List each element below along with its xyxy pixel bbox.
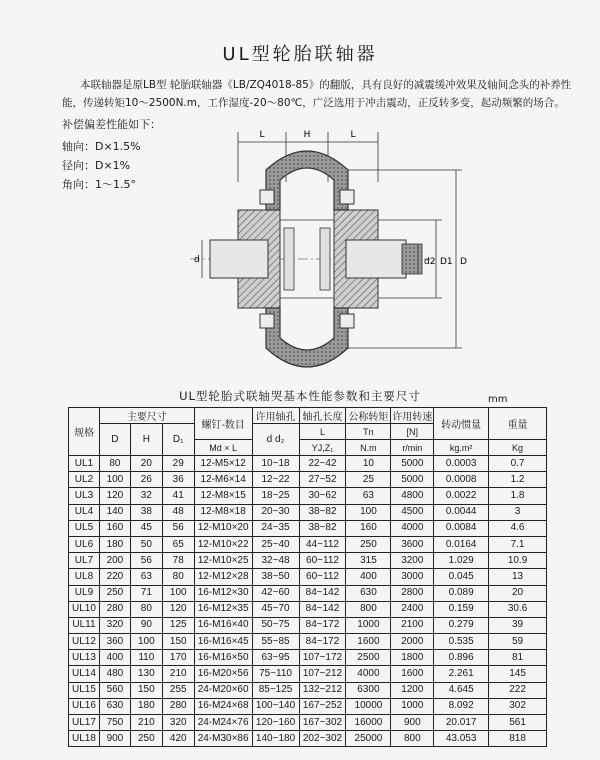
- bolt-lower-right: [340, 314, 354, 328]
- table-cell: 900: [99, 731, 130, 747]
- table-cell: 10000: [346, 698, 391, 714]
- page-title: UL型轮胎联轴器: [222, 44, 378, 65]
- table-cell: 4500: [391, 504, 434, 520]
- table-cell: 120: [162, 601, 194, 617]
- table-cell: 20: [130, 456, 162, 472]
- table-cell: 78: [162, 553, 194, 569]
- table-cell: 12-M6×14: [194, 472, 252, 488]
- table-cell: 2800: [391, 585, 434, 601]
- table-cell: 12-M10×20: [194, 520, 252, 536]
- table-cell: 20~30: [252, 504, 299, 520]
- model-cell: UL3: [69, 488, 100, 504]
- table-cell: 12-M12×28: [194, 569, 252, 585]
- table-cell: 900: [391, 715, 434, 731]
- table-cell: 110: [130, 650, 162, 666]
- header-shaft-len-sub1: L: [299, 424, 346, 440]
- table-cell: 4.645: [434, 682, 489, 698]
- table-cell: 20: [489, 585, 547, 601]
- table-cell: 150: [130, 682, 162, 698]
- model-cell: UL14: [69, 666, 100, 682]
- tyre-lower: [266, 308, 348, 367]
- model-cell: UL7: [69, 553, 100, 569]
- table-cell: 20.017: [434, 715, 489, 731]
- table-row: [69, 650, 547, 666]
- table-cell: 56: [130, 553, 162, 569]
- table-cell: 100: [130, 634, 162, 650]
- header-shaft-len: 轴孔长度: [299, 408, 346, 424]
- table-row: [69, 698, 547, 714]
- unit-label: mm: [488, 394, 508, 405]
- table-cell: 81: [489, 650, 547, 666]
- header-speed: 许用转速: [391, 408, 434, 424]
- table-cell: 38~82: [299, 520, 346, 536]
- table-cell: 818: [489, 731, 547, 747]
- table-cell: 43.053: [434, 731, 489, 747]
- table-cell: 480: [99, 666, 130, 682]
- table-cell: 26: [130, 472, 162, 488]
- table-cell: 25~40: [252, 536, 299, 552]
- table-row: [69, 715, 547, 731]
- table-cell: 30.6: [489, 601, 547, 617]
- table-cell: 16-M16×45: [194, 634, 252, 650]
- table-cell: 8.092: [434, 698, 489, 714]
- intro-line-2: 能，传递转矩10～2500N.m，工作湿度-20～80℃，广泛选用于冲击震动，正反转多变，起动频繁的场合。: [62, 97, 565, 109]
- table-row: [69, 569, 547, 585]
- header-weight-sub: Kg: [489, 440, 547, 456]
- right-shaft-key: [402, 244, 422, 274]
- header-model: 规格: [69, 408, 100, 456]
- table-cell: 12-M10×22: [194, 536, 252, 552]
- table-row: [69, 634, 547, 650]
- model-cell: UL4: [69, 504, 100, 520]
- table-cell: 4.6: [489, 520, 547, 536]
- table-cell: 48: [162, 504, 194, 520]
- model-cell: UL2: [69, 472, 100, 488]
- table-cell: 16-M12×30: [194, 585, 252, 601]
- table-cell: 210: [162, 666, 194, 682]
- header-torque: 公称转矩: [346, 408, 391, 424]
- table-cell: 3000: [391, 569, 434, 585]
- bolt-lower-left: [260, 314, 274, 328]
- table-cell: 107~212: [299, 666, 346, 682]
- table-cell: 71: [130, 585, 162, 601]
- table-cell: 36: [162, 472, 194, 488]
- compensation-heading: 补偿偏差性能如下：: [62, 118, 161, 131]
- bolt-upper-right: [340, 190, 354, 204]
- table-cell: 360: [99, 634, 130, 650]
- dim-label-d: d: [194, 255, 200, 265]
- header-speed-sub2: r/min: [391, 440, 434, 456]
- table-cell: 24-M24×76: [194, 715, 252, 731]
- tyre-upper: [266, 151, 348, 210]
- bolt-upper-left: [260, 190, 274, 204]
- model-cell: UL11: [69, 617, 100, 633]
- table-row: [69, 536, 547, 552]
- table-cell: 180: [99, 536, 130, 552]
- model-cell: UL15: [69, 682, 100, 698]
- table-cell: 6300: [346, 682, 391, 698]
- intro-text: [62, 76, 582, 112]
- coupling-drawing: [180, 122, 480, 377]
- table-cell: 63~95: [252, 650, 299, 666]
- table-cell: 1600: [391, 666, 434, 682]
- table-cell: 800: [391, 731, 434, 747]
- model-cell: UL10: [69, 601, 100, 617]
- model-cell: UL16: [69, 698, 100, 714]
- header-main-dims: 主要尺寸: [99, 408, 194, 424]
- table-cell: 1.029: [434, 553, 489, 569]
- model-cell: UL12: [69, 634, 100, 650]
- table-cell: 160: [346, 520, 391, 536]
- table-cell: 167~252: [299, 698, 346, 714]
- table-cell: 41: [162, 488, 194, 504]
- table-cell: 255: [162, 682, 194, 698]
- table-cell: 12-M5×12: [194, 456, 252, 472]
- table-cell: 42~60: [252, 585, 299, 601]
- table-cell: 0.159: [434, 601, 489, 617]
- model-cell: UL17: [69, 715, 100, 731]
- table-cell: 38~82: [299, 504, 346, 520]
- table-cell: 0.535: [434, 634, 489, 650]
- table-cell: 2000: [391, 634, 434, 650]
- table-cell: 55~85: [252, 634, 299, 650]
- table-cell: 16-M12×35: [194, 601, 252, 617]
- right-shaft: [346, 240, 406, 278]
- table-cell: 1800: [391, 650, 434, 666]
- table-cell: 24-M30×86: [194, 731, 252, 747]
- table-cell: 200: [99, 553, 130, 569]
- table-cell: 120~160: [252, 715, 299, 731]
- dim-label-H: H: [303, 130, 311, 140]
- table-row: [69, 504, 547, 520]
- table-cell: 29: [162, 456, 194, 472]
- table-cell: 32~48: [252, 553, 299, 569]
- table-cell: 80: [99, 456, 130, 472]
- table-cell: 1.8: [489, 488, 547, 504]
- table-cell: 170: [162, 650, 194, 666]
- header-H: H: [130, 424, 162, 456]
- table-caption: UL型轮胎式联轴哭基本性能参数和主要尺寸: [179, 389, 421, 403]
- angular-compensation: 角向：1～1.5°: [62, 178, 136, 191]
- model-cell: UL6: [69, 536, 100, 552]
- table-row: [69, 456, 547, 472]
- table-cell: 25000: [346, 731, 391, 747]
- table-cell: 24-M20×60: [194, 682, 252, 698]
- table-cell: 315: [346, 553, 391, 569]
- table-cell: 1.2: [489, 472, 547, 488]
- table-row: [69, 520, 547, 536]
- table-cell: 100~140: [252, 698, 299, 714]
- table-cell: 45: [130, 520, 162, 536]
- table-cell: 250: [346, 536, 391, 552]
- table-cell: 84~172: [299, 634, 346, 650]
- table-cell: 63: [346, 488, 391, 504]
- table-cell: 0.0008: [434, 472, 489, 488]
- table-cell: 250: [130, 731, 162, 747]
- table-cell: 100: [346, 504, 391, 520]
- table-cell: 60~112: [299, 569, 346, 585]
- table-row: [69, 682, 547, 698]
- model-cell: UL9: [69, 585, 100, 601]
- table-cell: 140: [99, 504, 130, 520]
- dim-label-D1: D1: [440, 257, 453, 267]
- table-cell: 16-M24×68: [194, 698, 252, 714]
- table-cell: 16-M16×50: [194, 650, 252, 666]
- table-cell: 222: [489, 682, 547, 698]
- table-cell: 630: [346, 585, 391, 601]
- table-cell: 145: [489, 666, 547, 682]
- table-cell: 0.0044: [434, 504, 489, 520]
- table-cell: 1000: [346, 617, 391, 633]
- table-cell: 2100: [391, 617, 434, 633]
- table-cell: 38~50: [252, 569, 299, 585]
- table-cell: 0.7: [489, 456, 547, 472]
- table-cell: 210: [130, 715, 162, 731]
- table-cell: 107~172: [299, 650, 346, 666]
- model-cell: UL5: [69, 520, 100, 536]
- dim-label-L-left: L: [259, 130, 265, 140]
- table-cell: 25: [346, 472, 391, 488]
- table-cell: 125: [162, 617, 194, 633]
- table-cell: 84~172: [299, 617, 346, 633]
- table-cell: 59: [489, 634, 547, 650]
- table-cell: 2400: [391, 601, 434, 617]
- table-cell: 420: [162, 731, 194, 747]
- axial-compensation: 轴向：D×1.5%: [62, 140, 141, 153]
- table-cell: 561: [489, 715, 547, 731]
- table-cell: 50: [130, 536, 162, 552]
- table-cell: 250: [99, 585, 130, 601]
- table-cell: 3200: [391, 553, 434, 569]
- table-row: [69, 666, 547, 682]
- header-speed-sub1: [N]: [391, 424, 434, 440]
- header-inertia-sub: kg.m²: [434, 440, 489, 456]
- table-cell: 4800: [391, 488, 434, 504]
- table-cell: 10: [346, 456, 391, 472]
- table-cell: 90: [130, 617, 162, 633]
- model-cell: UL18: [69, 731, 100, 747]
- table-cell: 12-M8×18: [194, 504, 252, 520]
- table-cell: 202~302: [299, 731, 346, 747]
- spec-table: [68, 407, 547, 747]
- model-cell: UL13: [69, 650, 100, 666]
- dim-label-D: D: [460, 257, 467, 267]
- table-cell: 302: [489, 698, 547, 714]
- table-cell: 38: [130, 504, 162, 520]
- table-cell: 22~42: [299, 456, 346, 472]
- table-cell: 150: [162, 634, 194, 650]
- table-cell: 2.261: [434, 666, 489, 682]
- header-bore-sub: d d₂: [252, 424, 299, 456]
- table-cell: 0.089: [434, 585, 489, 601]
- table-cell: 1200: [391, 682, 434, 698]
- table-cell: 18~25: [252, 488, 299, 504]
- table-cell: 80: [162, 569, 194, 585]
- table-cell: 560: [99, 682, 130, 698]
- table-cell: 10.9: [489, 553, 547, 569]
- table-row: [69, 617, 547, 633]
- header-torque-sub2: N.m: [346, 440, 391, 456]
- header-bolt: 螺钉-数目: [194, 408, 252, 440]
- table-cell: 12-M8×15: [194, 488, 252, 504]
- left-shaft: [210, 240, 268, 278]
- table-cell: 50~75: [252, 617, 299, 633]
- table-cell: 84~142: [299, 585, 346, 601]
- table-cell: 320: [99, 617, 130, 633]
- table-cell: 39: [489, 617, 547, 633]
- table-cell: 100: [99, 472, 130, 488]
- header-shaft-len-sub2: YJ,Z₁: [299, 440, 346, 456]
- table-cell: 167~302: [299, 715, 346, 731]
- table-cell: 160: [99, 520, 130, 536]
- table-cell: 75~110: [252, 666, 299, 682]
- table-cell: 30~62: [299, 488, 346, 504]
- table-cell: 65: [162, 536, 194, 552]
- table-cell: 280: [162, 698, 194, 714]
- table-cell: 400: [346, 569, 391, 585]
- radial-compensation: 径向：D×1%: [62, 159, 131, 172]
- table-cell: 56: [162, 520, 194, 536]
- table-row: [69, 553, 547, 569]
- table-cell: 320: [162, 715, 194, 731]
- table-cell: 130: [130, 666, 162, 682]
- table-cell: 16000: [346, 715, 391, 731]
- table-cell: 12~22: [252, 472, 299, 488]
- table-cell: 0.896: [434, 650, 489, 666]
- header-D: D: [99, 424, 130, 456]
- table-cell: 0.0003: [434, 456, 489, 472]
- table-cell: 16-M20×56: [194, 666, 252, 682]
- table-cell: 24~35: [252, 520, 299, 536]
- table-cell: 85~125: [252, 682, 299, 698]
- table-cell: 3600: [391, 536, 434, 552]
- table-cell: 10~18: [252, 456, 299, 472]
- table-cell: 60~112: [299, 553, 346, 569]
- table-cell: 280: [99, 601, 130, 617]
- table-row: [69, 472, 547, 488]
- table-cell: 140~180: [252, 731, 299, 747]
- model-cell: UL1: [69, 456, 100, 472]
- table-cell: 84~142: [299, 601, 346, 617]
- table-cell: 630: [99, 698, 130, 714]
- header-inertia: 转动惯量: [434, 408, 489, 440]
- table-row: [69, 731, 547, 747]
- header-bore: 许用轴孔: [252, 408, 299, 424]
- header-weight: 重量: [489, 408, 547, 440]
- intro-line-1: 本联轴器是原LB型 轮胎联轴器《LB/ZQ4018-85》的翻版，具有良好的减震缓冲效果及轴间念头的补养性: [80, 79, 572, 91]
- header-torque-sub1: Tn: [346, 424, 391, 440]
- table-cell: 0.0022: [434, 488, 489, 504]
- table-cell: 0.279: [434, 617, 489, 633]
- table-cell: 220: [99, 569, 130, 585]
- table-cell: 63: [130, 569, 162, 585]
- dim-label-d2: d2: [424, 257, 436, 267]
- table-cell: 16-M16×40: [194, 617, 252, 633]
- table-cell: 0.0084: [434, 520, 489, 536]
- table-cell: 0.0164: [434, 536, 489, 552]
- table-cell: 180: [130, 698, 162, 714]
- table-cell: 1000: [391, 698, 434, 714]
- table-cell: 5000: [391, 456, 434, 472]
- table-row: [69, 585, 547, 601]
- header-bolt-sub: Md × L: [194, 440, 252, 456]
- table-cell: 5000: [391, 472, 434, 488]
- table-cell: 800: [346, 601, 391, 617]
- table-cell: 120: [99, 488, 130, 504]
- table-cell: 44~112: [299, 536, 346, 552]
- table-cell: 100: [162, 585, 194, 601]
- table-row: [69, 601, 547, 617]
- header-D1: D₁: [162, 424, 194, 456]
- table-cell: 7.1: [489, 536, 547, 552]
- table-cell: 0.045: [434, 569, 489, 585]
- model-cell: UL8: [69, 569, 100, 585]
- table-cell: 750: [99, 715, 130, 731]
- table-cell: 4000: [391, 520, 434, 536]
- table-cell: 3: [489, 504, 547, 520]
- table-cell: 80: [130, 601, 162, 617]
- table-cell: 27~52: [299, 472, 346, 488]
- table-cell: 2500: [346, 650, 391, 666]
- table-cell: 32: [130, 488, 162, 504]
- table-cell: 132~212: [299, 682, 346, 698]
- table-cell: 400: [99, 650, 130, 666]
- table-cell: 45~70: [252, 601, 299, 617]
- table-cell: 1600: [346, 634, 391, 650]
- table-cell: 4000: [346, 666, 391, 682]
- table-row: [69, 488, 547, 504]
- table-cell: 12-M10×25: [194, 553, 252, 569]
- dim-label-L-right: L: [350, 130, 356, 140]
- table-cell: 13: [489, 569, 547, 585]
